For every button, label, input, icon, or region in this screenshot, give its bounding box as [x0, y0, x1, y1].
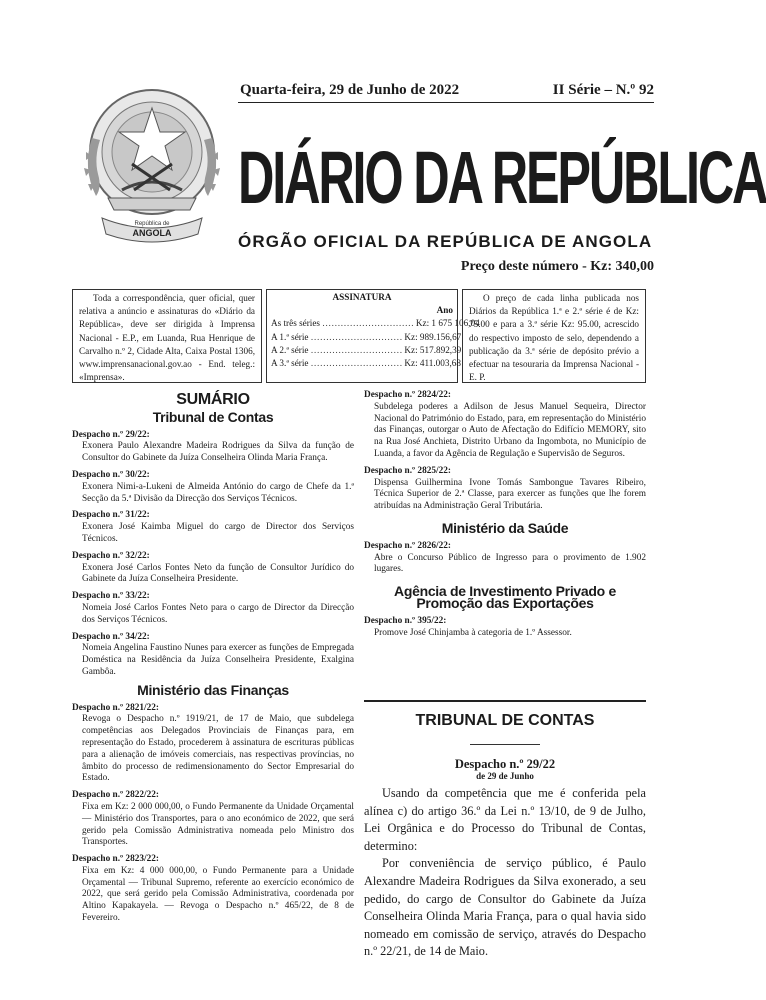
entry-text: Fixa em Kz: 4 000 000,00, o Fundo Permanente para a Unidade Orçamental — Tribunal Supremo, referente ao exercício económico de 2022, que será gerido pela Comissão Administrativa, coordenada por Altino Kapakayela. — Revoga o Despacho n.º 465/22, de 8 de Fevereiro.	[82, 865, 354, 924]
entry-text: Revoga o Despacho n.º 1919/21, de 17 de Maio, que subdelega competências aos Delegados Provinciais de Finanças para, em representação do Estado, procederem à assinatura de escrituras públicas para a alienação de imóveis comerciais, nas respectivas províncias, no âmbito do processo de redimensionamento do Sector Empresarial do Estado.	[82, 714, 354, 784]
entry-number: Despacho n.º 2825/22:	[364, 465, 452, 476]
subscription-rows	[271, 317, 480, 370]
entry-text: Nomeia Angelina Faustino Nunes para exercer as funções de Empregada Doméstica na Residência da Juíza Conselheira Presidente, Exalgina Gambôa.	[82, 643, 354, 677]
entry-number: Despacho n.º 2822/22:	[72, 790, 160, 801]
entry-number: Despacho n.º 29/22:	[72, 429, 150, 440]
subscription-row	[271, 357, 461, 370]
subscription-value: Kz: 1 675 106,04	[415, 318, 480, 329]
section-title: Agência de Investimento Privado e Promoção das Exportações	[394, 583, 616, 611]
summary-title: SUMÁRIO	[176, 391, 250, 408]
section-title: Ministério da Saúde	[441, 519, 569, 536]
summary-end-rule	[364, 700, 646, 702]
entry-number: Despacho n.º 2826/22:	[364, 540, 452, 551]
angola-emblem	[72, 78, 232, 250]
summary-entry	[72, 470, 354, 505]
entry-number: Despacho n.º 31/22:	[72, 510, 150, 521]
entry-number: Despacho n.º 33/22:	[72, 591, 150, 602]
summary-entry	[72, 854, 354, 925]
section-title: Ministério das Finanças	[137, 681, 289, 698]
subscription-dots: …………………………	[310, 358, 403, 369]
subscription-dots: …………………………	[322, 318, 414, 329]
summary-left-column	[72, 390, 354, 930]
entry-number: Despacho n.º 32/22:	[72, 550, 150, 561]
summary-left-sections	[72, 408, 354, 925]
emblem-small-text: República de	[134, 221, 170, 227]
summary-entry	[364, 466, 646, 513]
entry-text: Fixa em Kz: 2 000 000,00, o Fundo Permanente da Unidade Orçamental — Ministério dos Transportes, para o ano económico de 2022, que será gerido pela Comissão Administrativa nomeada pelo Ministro dos Transportes.	[82, 801, 354, 848]
despacho-body	[364, 785, 646, 961]
subscription-value: Kz: 517.892,39	[404, 344, 462, 355]
summary-right-column	[364, 390, 646, 644]
summary-entry	[364, 541, 646, 576]
correspondence-box	[72, 289, 262, 383]
masthead-subtitle: ÓRGÃO OFICIAL DA REPÚBLICA DE ANGOLA	[238, 232, 653, 251]
summary-entry	[364, 390, 646, 461]
despacho-paragraph: Usando da competência que me é conferida pela alínea c) do artigo 36.º da Lei n.º 13/10, de 9 de Julho, Lei Orgânica e do Processo do Tribunal de Contas, determino:	[364, 786, 646, 853]
entry-text: Nomeia José Carlos Fontes Neto para o cargo de Director da Direcção dos Serviços Técnicos.	[82, 602, 354, 625]
issue-price: Preço deste número - Kz: 340,00	[460, 259, 654, 274]
summary-entry	[72, 551, 354, 586]
summary-entry	[364, 616, 646, 640]
subscription-label: A 2.ª série	[271, 344, 309, 355]
line-price-text: O preço de cada linha publicada nos Diários da República 1.ª e 2.ª série é de Kz: 75.00 e para a 3.ª série Kz: 95.00, acrescido do respectivo imposto de selo, dependendo a publicação da 3.ª série de depósito prévio a efectuar na tesouraria da Imprensa Nacional - E. P.	[469, 293, 639, 383]
entry-text: Exonera Paulo Alexandre Madeira Rodrigues da Silva da função de Consultor do Gabinete da Juíza Conselheira Olinda Maria França.	[82, 441, 354, 464]
subscription-row	[271, 331, 462, 344]
entry-text: Abre o Concurso Público de Ingresso para o provimento de 1.902 lugares.	[374, 552, 646, 575]
subscription-heading: ASSINATURA	[332, 292, 392, 302]
summary-entry	[72, 510, 354, 545]
summary-entry	[72, 790, 354, 849]
summary-entry	[72, 703, 354, 786]
emblem-text: ANGOLA	[132, 228, 172, 238]
issue-date: Quarta-feira, 29 de Junho de 2022	[240, 82, 460, 98]
entry-text: Exonera José Kaimba Miguel do cargo de Director dos Serviços Técnicos.	[82, 522, 354, 544]
line-price-box	[462, 289, 646, 383]
correspondence-text: Toda a correspondência, quer oficial, quer relativa a anúncio e assinaturas do «Diário da República», deve ser dirigida à Imprensa Nacional - E.P., em Luanda, Rua Henrique de Carvalho n.º 2, Cidade Alta, Caixa Postal 1306, www.imprensanacional.gov.ao - End. teleg.: «Imprensa».	[79, 293, 255, 383]
masthead-title: DIÁRIO DA REPÚBLICA	[238, 136, 766, 219]
subscription-dots: …………………………	[310, 331, 403, 342]
subscription-value: Kz: 411.003,68	[404, 358, 461, 369]
summary-entry	[72, 591, 354, 626]
entry-text: Subdelega poderes a Adilson de Jesus Manuel Sequeira, Director Nacional do Património do Estado, para, em representação do Ministério das Finanças, outorgar o Auto de Afectação do Edifício MEMORY, sito na Rua José Anchieta, Distrito Urbano da Ingombota, no Município de Luanda, a favor da Agência de Regulação e Supervisão de Seguros.	[374, 401, 646, 459]
entry-number: Despacho n.º 2824/22:	[364, 390, 452, 400]
subscription-box	[266, 289, 480, 383]
subscription-row	[271, 317, 480, 330]
summary-right-sections	[364, 390, 646, 639]
header-rule	[238, 102, 654, 103]
subscription-label: A 3.ª série	[271, 358, 309, 369]
subscription-label: A 1.ª série	[271, 331, 309, 342]
subscription-value: Kz: 989.156,67	[404, 331, 462, 342]
entry-number: Despacho n.º 395/22:	[364, 615, 447, 626]
tribunal-heading-rule	[470, 744, 540, 745]
summary-entry	[72, 430, 354, 465]
subscription-label: As três séries	[271, 318, 320, 329]
entry-number: Despacho n.º 2821/22:	[72, 702, 160, 713]
issue-series: II Série – N.º 92	[552, 82, 654, 98]
summary-entry	[72, 632, 354, 679]
entry-text: Exonera Nimi-a-Lukeni de Almeida António do cargo de Chefe da 1.ª Secção da 5.ª Divisão da Direcção dos Serviços Técnicos.	[82, 481, 354, 504]
entry-text: Exonera José Carlos Fontes Neto da função de Consultor Jurídico do Gabinete da Juíza Conselheira Presidente.	[82, 562, 354, 585]
entry-number: Despacho n.º 34/22:	[72, 631, 150, 642]
section-title: Tribunal de Contas	[152, 408, 274, 425]
subscription-row	[271, 344, 462, 357]
entry-number: Despacho n.º 30/22:	[72, 469, 150, 480]
despacho-paragraph: Por conveniência de serviço público, é Paulo Alexandre Madeira Rodrigues da Silva exonerado, a seu pedido, do cargo de Consultor do Gabinete da Juíza Conselheira Olinda Maria França, para o qual havia sido nomeado em comissão de serviço, através do Despacho n.º 22/21, de 14 de Maio.	[364, 856, 646, 959]
tribunal-heading: TRIBUNAL DE CONTAS	[415, 712, 595, 729]
subscription-year-label: Ano	[436, 305, 453, 316]
despacho-title: Despacho n.º 29/22	[454, 757, 556, 771]
entry-number: Despacho n.º 2823/22:	[72, 854, 160, 865]
subscription-dots: …………………………	[310, 344, 403, 355]
entry-text: Promove José Chinjamba à categoria de 1.º Assessor.	[374, 627, 572, 638]
despacho-date: de 29 de Junho	[476, 771, 534, 781]
entry-text: Dispensa Guilhermina Ivone Tomás Sambongue Tavares Ribeiro, Técnica Superior de 2.ª Classe, para exercer as funções que lhe forem atribuídas na Administração Geral Tributária.	[374, 477, 646, 512]
